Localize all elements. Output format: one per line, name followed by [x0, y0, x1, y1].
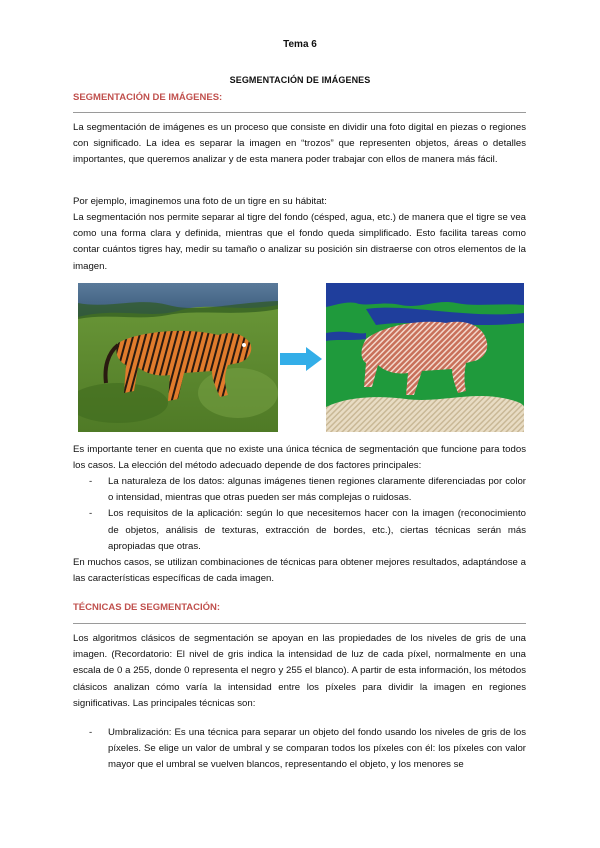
- list-item: - Los requisitos de la aplicación: según lo que necesitemos hacer con la imagen (reconocimiento de objetos, análisis de texturas, extracción de bordes, etc.), ciertas técnicas serán más apropiadas que otras.: [89, 508, 526, 552]
- paragraph-classic-algorithms: Los algoritmos clásicos de segmentación se apoyan en las propiedades de los niveles de gris de una imagen. (Recordatorio: El nivel de gris indica la intensidad de luz de cada píxel, normalmente en una escala de 0 a 255, donde 0 representa el negro y 255 el blanco). A partir de esta información, los métodos clásicos analizan cómo varía la intensidad entre los píxeles para dividir la imagen en regiones significativas. Las principales técnicas son:: [73, 633, 526, 709]
- list-item: - La naturaleza de los datos: algunas imágenes tienen regiones claramente diferenciadas por color o intensidad, mientras que otras pueden ser más complejas o ruidosas.: [89, 476, 526, 504]
- topic-label: Tema 6: [283, 39, 317, 50]
- section-heading-tecnicas: TÉCNICAS DE SEGMENTACIÓN:: [73, 602, 221, 613]
- section-rule: [73, 623, 526, 624]
- segmented-image-graphic: [326, 283, 524, 432]
- segmented-image: [326, 283, 524, 432]
- factors-list: [73, 474, 526, 555]
- tiger-photo-graphic: [78, 283, 278, 432]
- paragraph-combinations: En muchos casos, se utilizan combinaciones de técnicas para obtener mejores resultados, adaptándose a las características específicas de cada imagen.: [73, 557, 526, 585]
- paragraph-tiger: La segmentación nos permite separar al tigre del fondo (césped, agua, etc.) de manera que el tigre se vea como una forma clara y definida, mientras que el fondo queda simplificado. Esto facilita tareas como contar cuántos tigres hay, medir su tamaño o analizar su posición sin distraerse con otros elementos de la imagen.: [73, 212, 526, 272]
- paragraph-example: Por ejemplo, imaginemos una foto de un tigre en su hábitat:: [73, 196, 327, 207]
- paragraph-techniques-note: Es importante tener en cuenta que no existe una única técnica de segmentación que funcione para todos los casos. La elección del método adecuado depende de dos factores principales:: [73, 444, 526, 472]
- section-rule: [73, 112, 526, 113]
- arrow-right-icon: [280, 347, 322, 371]
- list-item-text: La naturaleza de los datos: algunas imágenes tienen regiones claramente diferenciadas por color o intensidad, mientras que otras pueden ser más complejas o ruidosas.: [108, 476, 526, 504]
- section-heading-segmentacion: SEGMENTACIÓN DE IMÁGENES:: [73, 92, 223, 103]
- techniques-list: [73, 725, 526, 774]
- paragraph-intro: La segmentación de imágenes es un proceso que consiste en dividir una foto digital en piezas o regiones con significado. La idea es separar la imagen en “trozos” que representen objetos, áreas o detalles importantes, que queremos analizar y de esta manera poder trabajar con ellos de manera más fácil.: [73, 122, 526, 166]
- list-item-text: Umbralización: Es una técnica para separar un objeto del fondo usando los niveles de gris de los píxeles. Se elige un valor de umbral y se comparan todos los píxeles con él: los píxeles con valor mayor que el umbral se vuelven blancos, representando el objeto, y los menores se: [108, 727, 526, 771]
- page-title: SEGMENTACIÓN DE IMÁGENES: [229, 75, 371, 85]
- list-item-text: Los requisitos de la aplicación: según lo que necesitemos hacer con la imagen (reconocimiento de objetos, análisis de texturas, extracción de bordes, etc.), ciertas técnicas serán más apropiadas que otras.: [108, 508, 526, 552]
- tiger-photo: [78, 283, 278, 432]
- list-item: - Umbralización: Es una técnica para separar un objeto del fondo usando los niveles de gris de los píxeles. Se elige un valor de umbral y se comparan todos los píxeles con él: los píxeles con valor mayor que el umbral se vuelven blancos, representando el objeto, y los menores se: [89, 727, 526, 771]
